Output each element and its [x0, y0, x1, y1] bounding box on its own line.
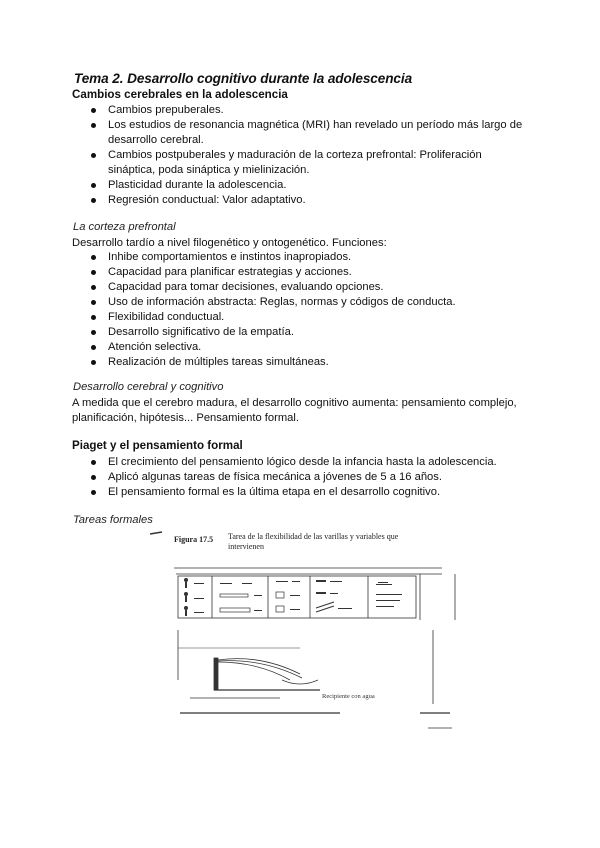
list-item: El crecimiento del pensamiento lógico desde la infancia hasta la adolescencia.	[90, 455, 530, 470]
list-item: Regresión conductual: Valor adaptativo.	[90, 193, 530, 208]
section-heading-corteza: La corteza prefrontal	[73, 221, 176, 233]
figure-caption-line1: Tarea de la flexibilidad de las varillas y variables que	[228, 532, 399, 541]
variables-table	[174, 568, 455, 620]
table-content	[184, 578, 402, 616]
list-item: Plasticidad durante la adolescencia.	[90, 178, 530, 193]
list-item: Capacidad para tomar decisiones, evaluando opciones.	[90, 280, 530, 295]
list-item: Inhibe comportamientos e instintos inapropiados.	[90, 250, 530, 265]
page-title: Tema 2. Desarrollo cognitivo durante la adolescencia	[74, 71, 413, 86]
list-item: El pensamiento formal es la última etapa en el desarrollo cognitivo.	[90, 485, 530, 500]
section-heading-tareas: Tareas formales	[73, 514, 153, 526]
list-piaget	[90, 455, 530, 500]
list-item: Capacidad para planificar estrategias y acciones.	[90, 265, 530, 280]
list-item: Realización de múltiples tareas simultáneas.	[90, 355, 530, 370]
corteza-intro: Desarrollo tardío a nivel filogenético y ontogenético. Funciones:	[72, 237, 387, 249]
list-corteza	[90, 250, 530, 370]
figure-caption-line2: intervienen	[228, 542, 264, 551]
list-item: Flexibilidad conductual.	[90, 310, 530, 325]
section-heading-desarrollo: Desarrollo cerebral y cognitivo	[73, 381, 224, 393]
list-item: Aplicó algunas tareas de física mecánica a jóvenes de 5 a 16 años.	[90, 470, 530, 485]
section-heading-cambios: Cambios cerebrales en la adolescencia	[72, 88, 288, 101]
figure-caption-label: Figura 17.5	[174, 535, 214, 544]
list-item: Desarrollo significativo de la empatía.	[90, 325, 530, 340]
flexibility-task-figure	[150, 528, 460, 733]
figure-illustration	[150, 528, 460, 733]
list-item: Cambios postpuberales y maduración de la corteza prefrontal: Proliferación sináptica, poda sináptica y mielinización.	[90, 148, 530, 178]
section-heading-piaget: Piaget y el pensamiento formal	[72, 439, 243, 452]
scan-mark	[150, 532, 162, 534]
list-cambios	[90, 103, 530, 208]
desarrollo-text: A medida que el cerebro madura, el desarrollo cognitivo aumenta: pensamiento complejo, planificación, hipótesis... Pensamiento formal.	[72, 397, 517, 424]
list-item: Uso de información abstracta: Reglas, normas y códigos de conducta.	[90, 295, 530, 310]
list-item: Atención selectiva.	[90, 340, 530, 355]
basin-label: Recipiente con agua	[322, 693, 375, 700]
apparatus-diagram	[178, 630, 450, 713]
list-item: Cambios prepuberales.	[90, 103, 530, 118]
list-item: Los estudios de resonancia magnética (MRI) han revelado un período más largo de desarrollo cerebral.	[90, 118, 530, 148]
